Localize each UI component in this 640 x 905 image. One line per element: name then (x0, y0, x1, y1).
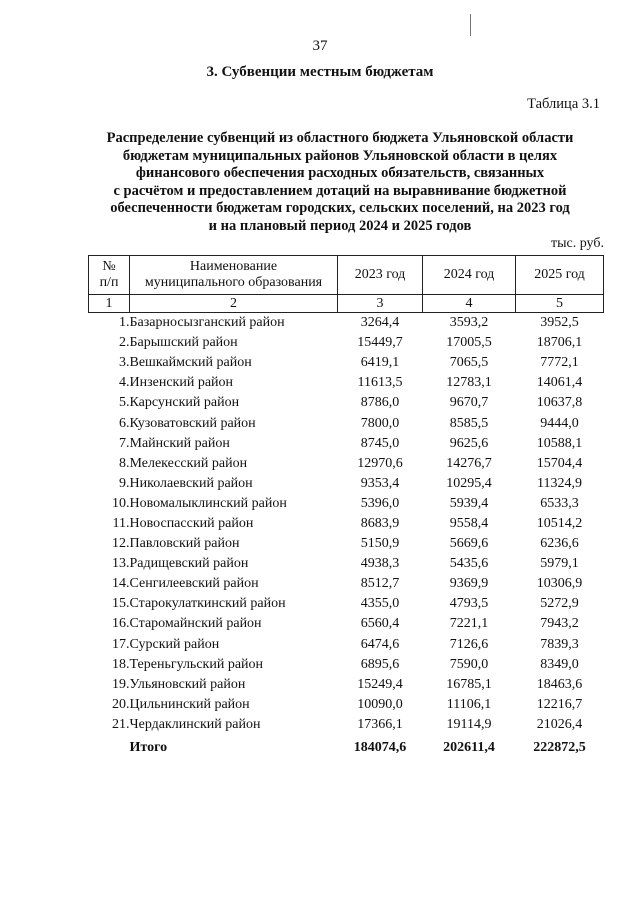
value-2024: 19114,9 (446, 716, 492, 732)
value-2023: 11613,5 (357, 375, 403, 391)
table-row (89, 554, 604, 574)
district-name: Мелекесский район (129, 455, 248, 471)
district-name: Тереньгульский район (129, 656, 264, 672)
district-name: Цильнинский район (129, 696, 250, 712)
value-2023: 6895,6 (360, 656, 400, 672)
value-2024: 5669,6 (449, 536, 489, 552)
table-row (89, 494, 604, 514)
value-2024: 12783,1 (446, 375, 492, 391)
value-2024: 7221,1 (449, 616, 489, 632)
district-name: Сурский район (129, 636, 220, 652)
table-row (89, 353, 604, 373)
value-2024: 10295,4 (446, 475, 492, 491)
value-2025: 8349,0 (540, 656, 579, 672)
row-number: 7. (119, 435, 130, 451)
district-name: Старокулаткинский район (129, 596, 286, 612)
value-2024: 8585,5 (449, 415, 489, 431)
header-2023: 2023 год (338, 256, 423, 295)
section-title: 3. Субвенции местным бюджетам (206, 64, 434, 80)
district-name: Карсунский район (129, 395, 240, 411)
row-number: 13. (112, 556, 130, 572)
row-number: 2. (119, 335, 130, 351)
value-2023: 8745,0 (360, 435, 400, 451)
table-row (89, 434, 604, 454)
value-2023: 6560,4 (360, 616, 400, 632)
table-row (89, 393, 604, 413)
value-2023: 8683,9 (360, 515, 400, 531)
row-number: 12. (112, 536, 130, 552)
header-2025: 2025 год (516, 256, 604, 295)
value-2025: 10306,9 (536, 576, 583, 592)
row-number: 14. (112, 576, 130, 592)
total-empty-cell (89, 735, 130, 760)
column-number: 3 (338, 295, 423, 313)
heading-line: финансового обеспечения расходных обязательств, связанных (135, 165, 545, 181)
value-2024: 16785,1 (446, 676, 492, 692)
table-row (89, 474, 604, 494)
value-2025: 7839,3 (540, 636, 579, 652)
district-name: Барышский район (129, 335, 238, 351)
value-2023: 6474,6 (360, 636, 400, 652)
value-2025: 10514,2 (536, 515, 583, 531)
value-2023: 8512,7 (360, 576, 400, 592)
value-2025: 10637,8 (536, 395, 583, 411)
value-2025: 3952,5 (540, 315, 579, 331)
column-number: 2 (130, 295, 338, 313)
table-row (89, 574, 604, 594)
value-2024: 14276,7 (446, 455, 492, 471)
row-number: 6. (119, 415, 130, 431)
scan-artifact-line (470, 14, 471, 36)
value-2023: 3264,4 (360, 315, 400, 331)
district-name: Новоспасский район (129, 515, 254, 531)
value-2024: 9625,6 (449, 435, 489, 451)
value-2024: 9558,4 (449, 515, 489, 531)
table-header-row (89, 256, 604, 295)
column-number: 4 (423, 295, 516, 313)
units-label: тыс. руб. (551, 236, 604, 251)
district-name: Новомалыклинский район (129, 495, 287, 511)
value-2024: 9670,7 (449, 395, 489, 411)
value-2023: 6419,1 (360, 355, 400, 371)
value-2024: 9369,9 (449, 576, 489, 592)
value-2025: 12216,7 (536, 696, 583, 712)
value-2023: 4355,0 (360, 596, 400, 612)
column-number: 5 (516, 295, 604, 313)
total-2025: 222872,5 (533, 739, 586, 755)
district-name: Ульяновский район (129, 676, 246, 692)
total-label: Итого (129, 739, 168, 755)
table-row (89, 413, 604, 433)
table-row (89, 594, 604, 614)
value-2025: 7943,2 (540, 616, 579, 632)
table-row (89, 333, 604, 353)
row-number: 17. (112, 636, 130, 652)
heading-line: с расчётом и предоставлением дотаций на выравнивание бюджетной (113, 182, 567, 199)
table-row (89, 514, 604, 534)
value-2025: 7772,1 (540, 355, 579, 371)
value-2023: 7800,0 (360, 415, 400, 431)
value-2024: 7065,5 (449, 355, 489, 371)
district-name: Инзенский район (129, 375, 234, 391)
value-2023: 8786,0 (360, 395, 400, 411)
value-2024: 7126,6 (449, 636, 489, 652)
district-name: Майнский район (129, 435, 230, 451)
page-number: 37 (312, 38, 328, 54)
table-row (89, 655, 604, 675)
value-2025: 10588,1 (536, 435, 583, 451)
value-2023: 5150,9 (360, 536, 400, 552)
district-name: Вешкаймский район (129, 355, 252, 371)
table-row (89, 373, 604, 393)
value-2024: 5435,6 (449, 556, 489, 572)
value-2024: 17005,5 (446, 335, 492, 351)
district-name: Николаевский район (129, 475, 253, 491)
table-label: Таблица 3.1 (527, 96, 600, 112)
header-name (130, 256, 338, 295)
district-name: Радищевский район (129, 556, 249, 572)
header-number (89, 256, 130, 295)
table-row (89, 534, 604, 554)
row-number: 8. (119, 455, 130, 471)
value-2023: 4938,3 (360, 556, 400, 572)
column-number: 1 (89, 295, 130, 313)
row-number: 19. (112, 676, 130, 692)
heading-line: обеспеченности бюджетам городских, сельских поселений, на 2023 год (110, 200, 570, 216)
value-2023: 17366,1 (357, 716, 403, 732)
header-number-line2: п/п (99, 275, 119, 290)
value-2024: 7590,0 (449, 656, 489, 672)
value-2023: 12970,6 (357, 455, 403, 471)
value-2023: 9353,4 (360, 475, 400, 491)
header-number-line1: № (102, 259, 116, 274)
header-2024: 2024 год (423, 256, 516, 295)
district-name: Павловский район (129, 536, 240, 552)
value-2025: 11324,9 (537, 475, 582, 491)
row-number: 21. (112, 716, 130, 732)
value-2025: 5272,9 (540, 596, 579, 612)
subvention-table (88, 255, 604, 760)
value-2024: 5939,4 (449, 495, 489, 511)
value-2024: 4793,5 (449, 596, 489, 612)
header-name-line1: Наименование (189, 259, 278, 274)
heading-line: Распределение субвенций из областного бюджета Ульяновской области (106, 130, 574, 146)
row-number: 9. (119, 475, 130, 491)
total-2023: 184074,6 (353, 739, 407, 755)
row-number: 10. (112, 495, 130, 511)
row-number: 3. (119, 355, 130, 371)
table-body (89, 313, 604, 760)
district-name: Базарносызганский район (129, 315, 285, 331)
table-row (89, 635, 604, 655)
value-2024: 3593,2 (449, 315, 489, 331)
value-2023: 10090,0 (357, 696, 403, 712)
heading-line: бюджетам муниципальных районов Ульяновской области в целях (122, 147, 558, 164)
table-row (89, 695, 604, 715)
row-number: 5. (119, 395, 130, 411)
value-2025: 6533,3 (540, 495, 579, 511)
district-name: Старомайнский район (129, 616, 262, 632)
value-2025: 9444,0 (540, 415, 579, 431)
table-row (89, 313, 604, 334)
total-row (89, 735, 604, 760)
district-name: Кузоватовский район (129, 415, 256, 431)
value-2025: 5979,1 (540, 556, 579, 572)
table-row (89, 614, 604, 634)
row-number: 16. (112, 616, 130, 632)
row-number: 15. (112, 596, 130, 612)
table-row (89, 454, 604, 474)
district-name: Чердаклинский район (129, 716, 261, 732)
header-name-line2: муниципального образования (144, 275, 323, 290)
row-number: 20. (112, 696, 130, 712)
value-2024: 11106,1 (446, 696, 492, 712)
value-2023: 15449,7 (357, 335, 403, 351)
document-heading (80, 130, 600, 235)
value-2025: 18463,6 (536, 676, 583, 692)
table-row (89, 715, 604, 735)
value-2025: 21026,4 (536, 716, 583, 732)
value-2023: 5396,0 (360, 495, 400, 511)
value-2025: 6236,6 (540, 536, 579, 552)
value-2025: 15704,4 (536, 455, 583, 471)
row-number: 4. (119, 375, 130, 391)
value-2023: 15249,4 (357, 676, 403, 692)
row-number: 1. (119, 315, 130, 331)
district-name: Сенгилеевский район (129, 576, 259, 592)
table-row (89, 675, 604, 695)
total-2024: 202611,4 (443, 739, 495, 755)
heading-line: и на плановый период 2024 и 2025 годов (208, 217, 472, 234)
value-2025: 14061,4 (536, 375, 583, 391)
column-number-row (89, 295, 604, 313)
value-2025: 18706,1 (536, 335, 583, 351)
row-number: 11. (112, 515, 130, 531)
row-number: 18. (112, 656, 130, 672)
